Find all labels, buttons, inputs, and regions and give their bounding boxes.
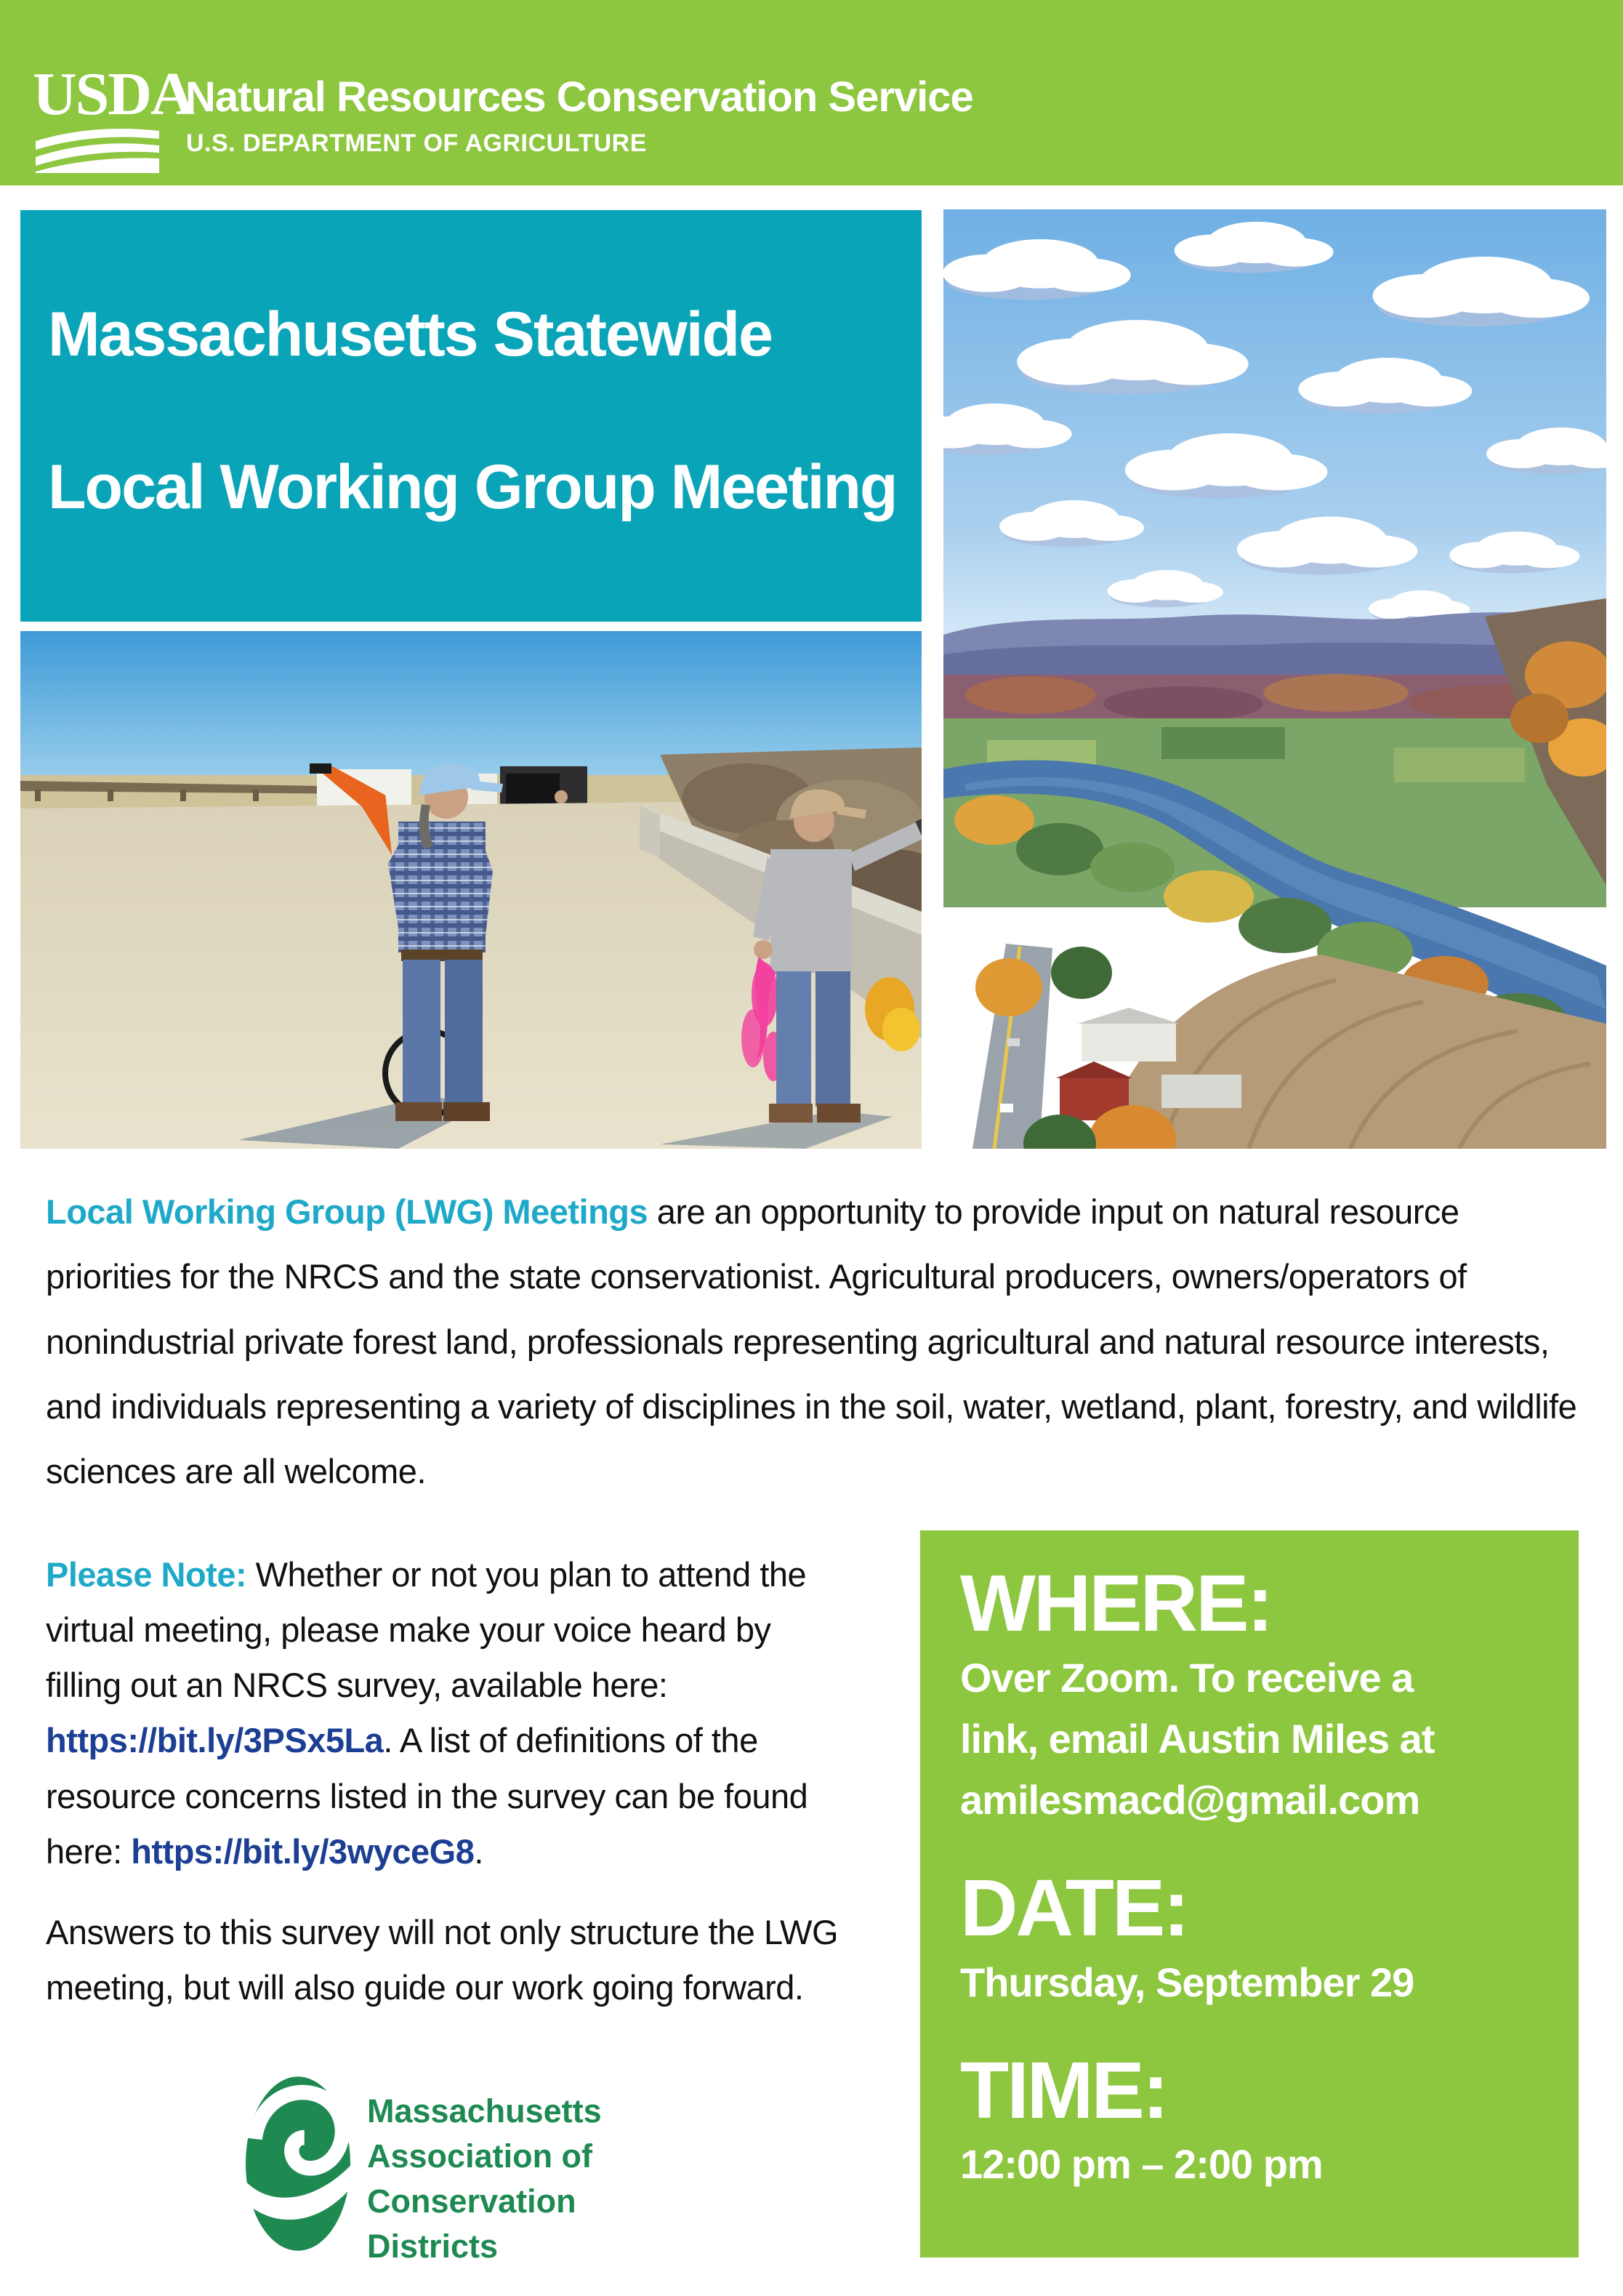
event-title-line2: Local Working Group Meeting	[48, 452, 897, 522]
macd-logo	[245, 2074, 696, 2265]
intro-paragraph	[46, 1179, 1581, 1504]
where-line-1: Over Zoom. To receive a	[960, 1654, 1414, 1701]
definitions-link[interactable]: https://bit.ly/3wyceG8	[131, 1831, 475, 1871]
time-heading: TIME:	[960, 2045, 1167, 2135]
date-heading: DATE:	[960, 1863, 1188, 1953]
aerial-valley-illustration	[943, 209, 1606, 1149]
macd-text-line2: Association of	[367, 2138, 593, 2175]
event-title-line1: Massachusetts Statewide	[48, 300, 772, 369]
macd-swirl-icon	[245, 2074, 351, 2253]
note-paragraph	[46, 1547, 853, 1879]
event-info-box	[920, 1530, 1579, 2257]
note-text-3: .	[474, 1831, 483, 1871]
time-text: 12:00 pm – 2:00 pm	[960, 2141, 1323, 2188]
date-text: Thursday, September 29	[960, 1959, 1414, 2005]
usda-logo-text: USDA	[33, 60, 193, 128]
where-heading: WHERE:	[960, 1559, 1272, 1648]
header-bar	[0, 0, 1623, 185]
department-subtitle: U.S. DEPARTMENT OF AGRICULTURE	[186, 129, 647, 157]
note-text-1: Whether or not you plan to attend the virtual meeting, please make your voice heard by filling out an NRCS survey, available here:	[46, 1555, 807, 1705]
intro-lead: Local Working Group (LWG) Meetings	[46, 1192, 648, 1231]
intro-rest: are an opportunity to provide input on natural resource priorities for the NRCS and the state conservationist. Agricultural producers, owners/operators of nonindustrial private forest land, professionals representing agricultural and natural resource interests, and individuals representing a variety of disciplines in the soil, water, wetland, plant, forestry, and wildlife sciences are all welcome.	[46, 1192, 1577, 1491]
aerial-valley-photo	[943, 209, 1606, 1149]
macd-text-line1: Massachusetts	[367, 2092, 602, 2130]
event-title-box	[20, 210, 922, 622]
field-visit-photo	[20, 631, 922, 1149]
usda-logo	[33, 60, 193, 173]
macd-text-line3: Conservation	[367, 2183, 576, 2220]
where-line-2: link, email Austin Miles at	[960, 1715, 1435, 1762]
followup-paragraph: Answers to this survey will not only structure the LWG meeting, but will also guide our work going forward.	[46, 1913, 839, 2007]
usda-swoosh-icon	[33, 128, 162, 173]
survey-link[interactable]: https://bit.ly/3PSx5La	[46, 1721, 384, 1760]
section-gap	[960, 2013, 1550, 2048]
where-line-3-email: amilesmacd@gmail.com	[960, 1776, 1420, 1823]
field-visit-illustration	[20, 631, 922, 1149]
macd-logo-text	[367, 2089, 602, 2269]
note-text-2: . A list of definitions of the resource concerns listed in the survey can be found here:	[46, 1721, 808, 1871]
section-gap	[960, 1831, 1550, 1866]
macd-text-line4: Districts	[367, 2228, 499, 2265]
agency-title: Natural Resources Conservation Service	[185, 73, 973, 121]
note-lead: Please Note:	[46, 1555, 247, 1594]
